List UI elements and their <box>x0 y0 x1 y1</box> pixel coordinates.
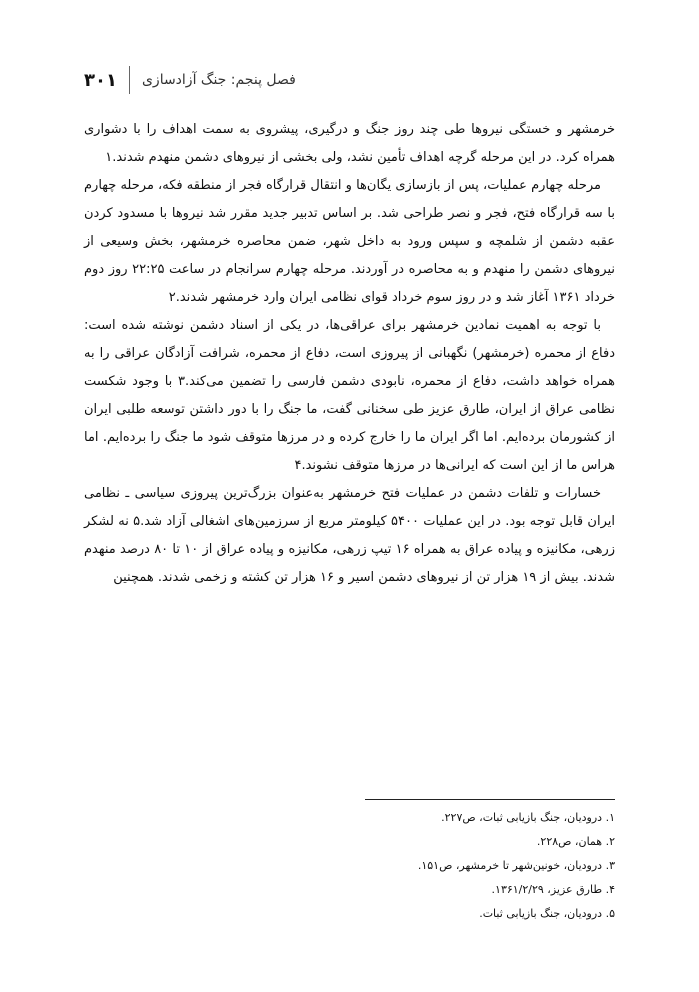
header-divider <box>129 66 130 94</box>
page-number: ۳۰۱ <box>84 69 117 91</box>
footnote-3: ۳. درودیان، خونین‌شهر تا خرمشهر، ص۱۵۱. <box>417 859 615 872</box>
chapter-title: فصل پنجم: جنگ آزادسازی <box>141 72 296 88</box>
footnote-divider <box>365 799 615 800</box>
footnote-1: ۱. درودیان، جنگ بازیابی ثبات، ص۲۲۷. <box>441 811 615 824</box>
paragraph-2: مرحله چهارم عملیات، پس از بازسازی یگان‌ها و انتقال قرارگاه فجر از منطقه فکه، مرحله چهارم با سه قرارگاه فتح، فجر و نصر طراحی شد. بر اساس تدبیر جدید مقرر شد نیروها با مسدود کردن عقبه دشمن از شلمچه و سپس ورود به داخل شهر، ضمن محاصره خرمشهر، بخش وسیعی از نیروهای دشمن را منهدم و به محاصره در آوردند. مرحله چهارم سرانجام در ساعت ۲۲:۲۵ روز دوم خرداد ۱۳۶۱ آغاز شد و در روز سوم خرداد قوای نظامی ایران وارد خرمشهر شدند.۲ <box>84 178 615 305</box>
paragraph-4: خسارات و تلفات دشمن در عملیات فتح خرمشهر به‌عنوان بزرگ‌ترین پیروزی سیاسی ـ نظامی ایران قابل توجه بود. در این عملیات ۵۴۰۰ کیلومتر مربع از سرزمین‌های اشغالی آزاد شد.۵ نه لشکر زرهی، مکانیزه و پیاده عراق به همراه ۱۶ تیپ زرهی، مکانیزه و پیاده عراق از ۱۰ تا ۸۰ درصد منهدم شدند. بیش از ۱۹ هزار تن از نیروهای دشمن اسیر و ۱۶ هزار تن کشته و زخمی شدند. همچنین <box>84 486 616 585</box>
footnote-4: ۴. طارق عزیز، ۱۳۶۱/۲/۲۹. <box>491 883 615 896</box>
body-text <box>84 116 615 592</box>
paragraph-3: با توجه به اهمیت نمادین خرمشهر برای عراقی‌ها، در یکی از اسناد دشمن نوشته شده است: دفاع از محمره (خرمشهر) نگهبانی از پیروزی است، دفاع از محمره، شرافت آزادگان عراقی را به همراه خواهد داشت، دفاع از محمره، نابودی دشمن فارسی را تضمین می‌کند.۳ با وجود شکست نظامی عراق از ایران، طارق عزیز طی سخنانی گفت، ما جنگ را با دور داشتن توسعه طلبی ایران از کشورمان برده‌ایم. اما اگر ایران ما را خارج کرده و در مرزها متوقف شود ما جنگ را برده‌ایم. اما هراس ما از این است که ایرانی‌ها در مرزها متوقف نشوند.۴ <box>84 318 616 473</box>
footnote-2: ۲. همان، ص۲۲۸. <box>536 835 615 848</box>
footnote-5: ۵. درودیان، جنگ بازیابی ثبات. <box>479 907 615 920</box>
paragraph-1: خرمشهر و خستگی نیروها طی چند روز جنگ و درگیری، پیشروی به سمت اهداف را با دشواری همراه کرد. در این مرحله گرچه اهداف تأمین نشد، ولی بخشی از نیروهای دشمن منهدم شدند.۱ <box>84 122 615 165</box>
header-content <box>84 66 296 94</box>
footnotes-list <box>84 806 615 926</box>
page-header <box>84 64 615 96</box>
